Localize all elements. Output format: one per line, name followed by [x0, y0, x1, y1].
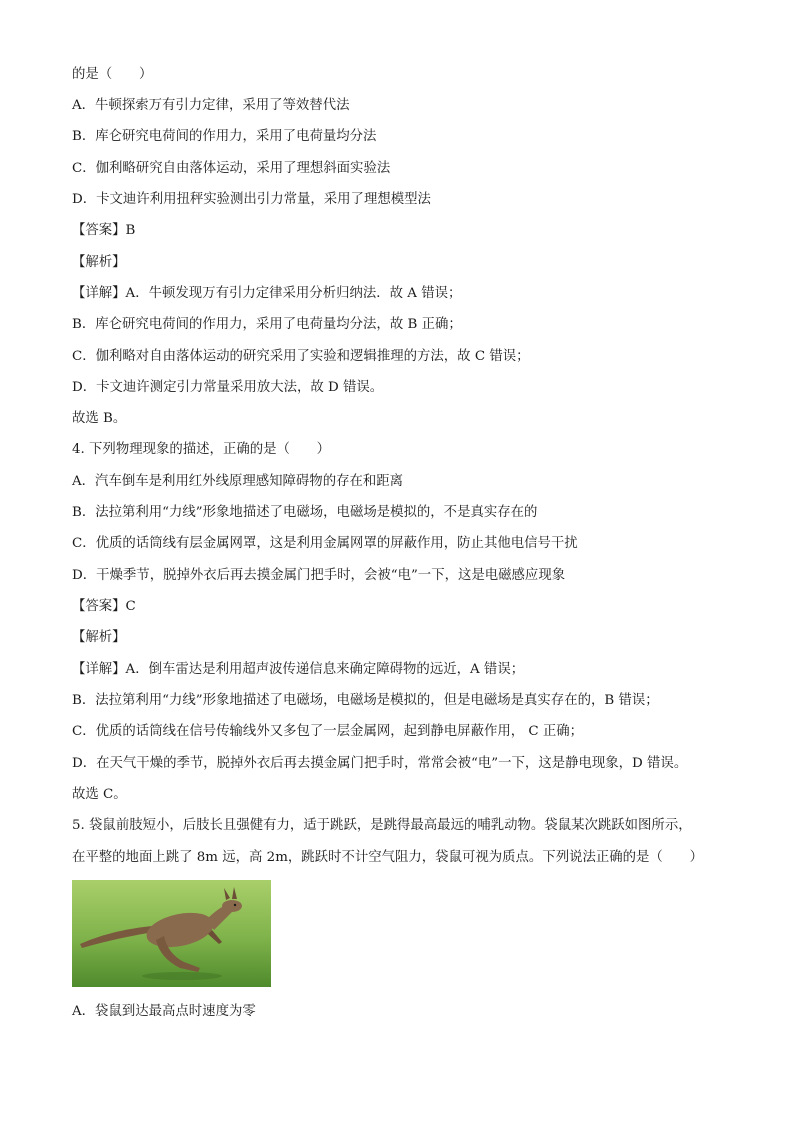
- q4-conclusion: 故选 C。: [72, 787, 127, 802]
- q3-option-a: A．牛顿探索万有引力定律，采用了等效替代法: [72, 98, 350, 113]
- q4-detail-d: D．在天气干燥的季节，脱掉外衣后再去摸金属门把手时，常常会被“电”一下，这是静电现象，D 错误。: [72, 756, 688, 771]
- q4-detail-b: B．法拉第利用“力线”形象地描述了电磁场，电磁场是模拟的，但是电磁场是真实存在的，B 错误；: [72, 693, 659, 708]
- q3-option-b: B．库仑研究电荷间的作用力，采用了电荷量均分法: [72, 129, 377, 144]
- kangaroo-photo: [72, 880, 271, 987]
- q3-detail-b: B．库仑研究电荷间的作用力，采用了电荷量均分法，故 B 正确；: [72, 317, 462, 332]
- q4-detail-c: C．优质的话筒线在信号传输线外又多包了一层金属网，起到静电屏蔽作用， C 正确；: [72, 724, 584, 739]
- q4-analysis-heading: 【解析】: [72, 630, 126, 645]
- q4-option-d: D．干燥季节，脱掉外衣后再去摸金属门把手时，会被“电”一下，这是电磁感应现象: [72, 568, 566, 583]
- q4-answer: 【答案】C: [72, 599, 136, 614]
- q3-conclusion: 故选 B。: [72, 411, 127, 426]
- q4-option-c: C．优质的话筒线有层金属网罩，这是利用金属网罩的屏蔽作用，防止其他电信号干扰: [72, 536, 578, 551]
- q3-detail-a: 【详解】A．牛顿发现万有引力定律采用分析归纳法．故 A 错误；: [72, 286, 462, 301]
- q3-analysis-heading: 【解析】: [72, 255, 126, 270]
- question-3-stem-tail: 的是（ ）: [72, 67, 153, 82]
- q4-option-a: A．汽车倒车是利用红外线原理感知障碍物的存在和距离: [72, 474, 404, 489]
- q3-detail-d: D．卡文迪许测定引力常量采用放大法，故 D 错误。: [72, 380, 384, 395]
- question-5-stem-line-1: 5. 袋鼠前肢短小，后肢长且强健有力，适于跳跃，是跳得最高最远的哺乳动物。袋鼠某次跳跃如图所示，: [72, 818, 692, 833]
- question-5-stem-line-2: 在平整的地面上跳了 8m 远，高 2m，跳跃时不计空气阻力，袋鼠可视为质点。下列说法正确的是（ ）: [72, 850, 703, 865]
- q5-option-a: A．袋鼠到达最高点时速度为零: [72, 1004, 256, 1019]
- q3-detail-c: C．伽利略对自由落体运动的研究采用了实验和逻辑推理的方法，故 C 错误；: [72, 349, 530, 364]
- kangaroo-icon: [72, 880, 271, 987]
- q3-option-c: C．伽利略研究自由落体运动，采用了理想斜面实验法: [72, 161, 391, 176]
- q4-option-b: B．法拉第利用“力线”形象地描述了电磁场，电磁场是模拟的，不是真实存在的: [72, 505, 538, 520]
- question-4-stem: 4. 下列物理现象的描述，正确的是（ ）: [72, 442, 331, 457]
- q3-option-d: D．卡文迪许利用扭秤实验测出引力常量，采用了理想模型法: [72, 192, 431, 207]
- q3-answer: 【答案】B: [72, 223, 136, 238]
- q4-detail-a: 【详解】A．倒车雷达是利用超声波传递信息来确定障碍物的远近，A 错误；: [72, 662, 525, 677]
